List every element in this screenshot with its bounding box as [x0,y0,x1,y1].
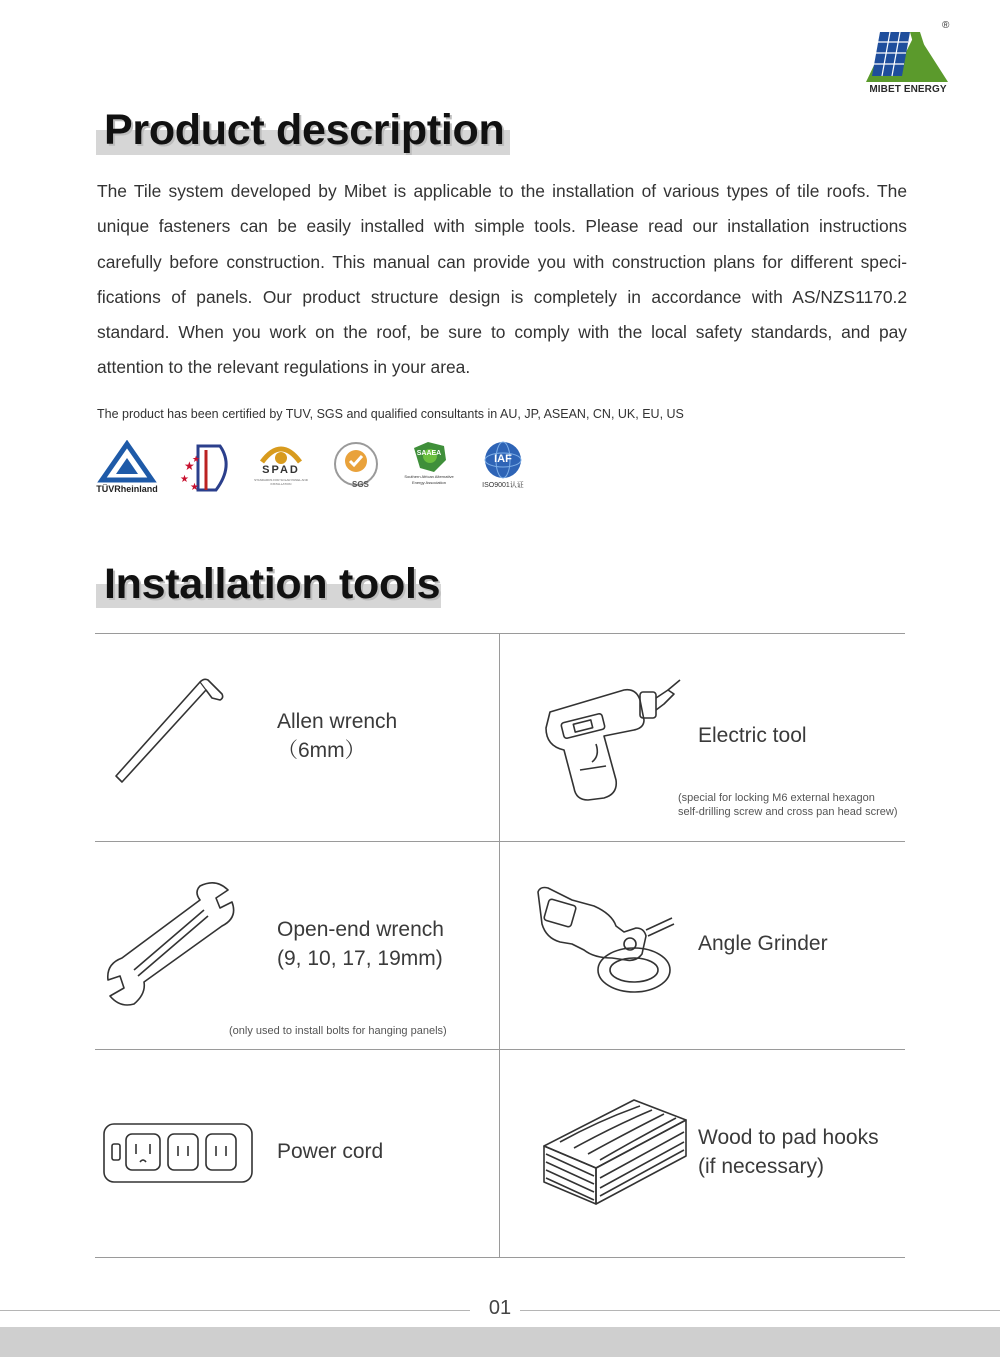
registered-mark: ® [942,20,950,31]
brand-name: MIBET ENERGY [869,84,947,95]
intro-line: fications of panels. Our product structure design is completely in accordance with AS/NZS1170.2 [97,286,907,307]
spad-label: SPAD [262,464,300,476]
iaf-badge [476,440,530,498]
saaea-label: SAAEA [416,450,442,457]
electric-tool-name: Electric tool [698,724,807,747]
svg-text:★: ★ [180,474,189,485]
stars-certification-icon [176,440,236,496]
intro-line: The Tile system developed by Mibet is applicable to the installation of various types of tile roofs. The [97,181,907,201]
footer-rule-left [0,1310,470,1311]
grid-divider [95,1257,905,1258]
saaea-sub: Southern African Alternative Energy Association [404,474,454,485]
grid-divider [95,841,905,842]
iaf-label: IAF [494,453,512,465]
installation-tools-heading: Installation tools [104,560,441,608]
spad-arc-icon [252,440,310,464]
svg-text:★: ★ [184,459,195,473]
intro-line: unique fasteners can be easily installed with simple tools. Please read our installation instructions [97,216,907,237]
cert-badge-stars [176,440,236,498]
electric-drill-icon [540,670,686,806]
open-end-wrench-note: (only used to install bolts for hanging panels) [229,1025,447,1037]
power-cord-name: Power cord [277,1140,384,1163]
product-description-heading: Product description [104,106,505,154]
solar-panel-logo-icon [862,24,954,86]
electric-tool-note-line: (special for locking M6 external hexagon [678,792,875,804]
spad-badge [252,440,310,498]
footer-rule-right [520,1310,1000,1311]
sgs-label: SGS [352,480,369,489]
intro-paragraph [97,174,907,386]
allen-wrench-name: Allen wrench [277,710,398,733]
iaf-sub: ISO9001认证 [482,482,524,489]
saaea-map-icon [404,440,454,474]
tuv-rheinland-badge [94,440,160,498]
intro-line: standard. When you work on the roof, be sure to comply with the local safety standards, and pay [97,322,907,343]
tuv-triangle-icon [94,440,160,484]
power-strip-icon [102,1122,254,1184]
grid-divider [95,633,905,634]
saaea-badge [404,440,454,498]
open-end-wrench-icon [104,880,238,1010]
angle-grinder-name: Angle Grinder [698,932,828,955]
wood-name: Wood to pad hooks [698,1126,879,1149]
page-number: 01 [488,1297,512,1319]
footer-bar [0,1327,1000,1357]
mibet-energy-logo [862,20,954,100]
wood-block-icon [540,1096,690,1208]
grid-divider-vertical [499,633,500,1257]
open-end-wrench-detail: (9, 10, 17, 19mm) [277,947,443,970]
product-description-heading-block [96,106,516,158]
tuv-label: TÜVRheinland [96,484,158,494]
electric-tool-note-line: self-drilling screw and cross pan head screw) [678,806,898,818]
intro-line: attention to the relevant regulations in your area. [97,357,471,378]
allen-wrench-icon [108,676,230,786]
spad-sub: STANDARDS FOR SOLAR PANEL AND INSTALLATION [254,478,308,486]
svg-text:★: ★ [190,482,199,493]
svg-text:★: ★ [192,455,201,465]
angle-grinder-icon [532,884,680,1000]
installation-tools-heading-block [96,560,446,612]
sgs-badge [332,440,380,498]
wood-detail: (if necessary) [698,1155,825,1178]
certification-note: The product has been certified by TUV, SGS and qualified consultants in AU, JP, ASEAN, CN, UK, EU, US [97,407,684,421]
allen-wrench-detail: （6mm） [277,739,366,762]
open-end-wrench-name: Open-end wrench [277,918,444,941]
grid-divider [95,1049,905,1050]
intro-line: carefully before construction. This manual can provide you with construction plans for different speci- [97,251,907,272]
